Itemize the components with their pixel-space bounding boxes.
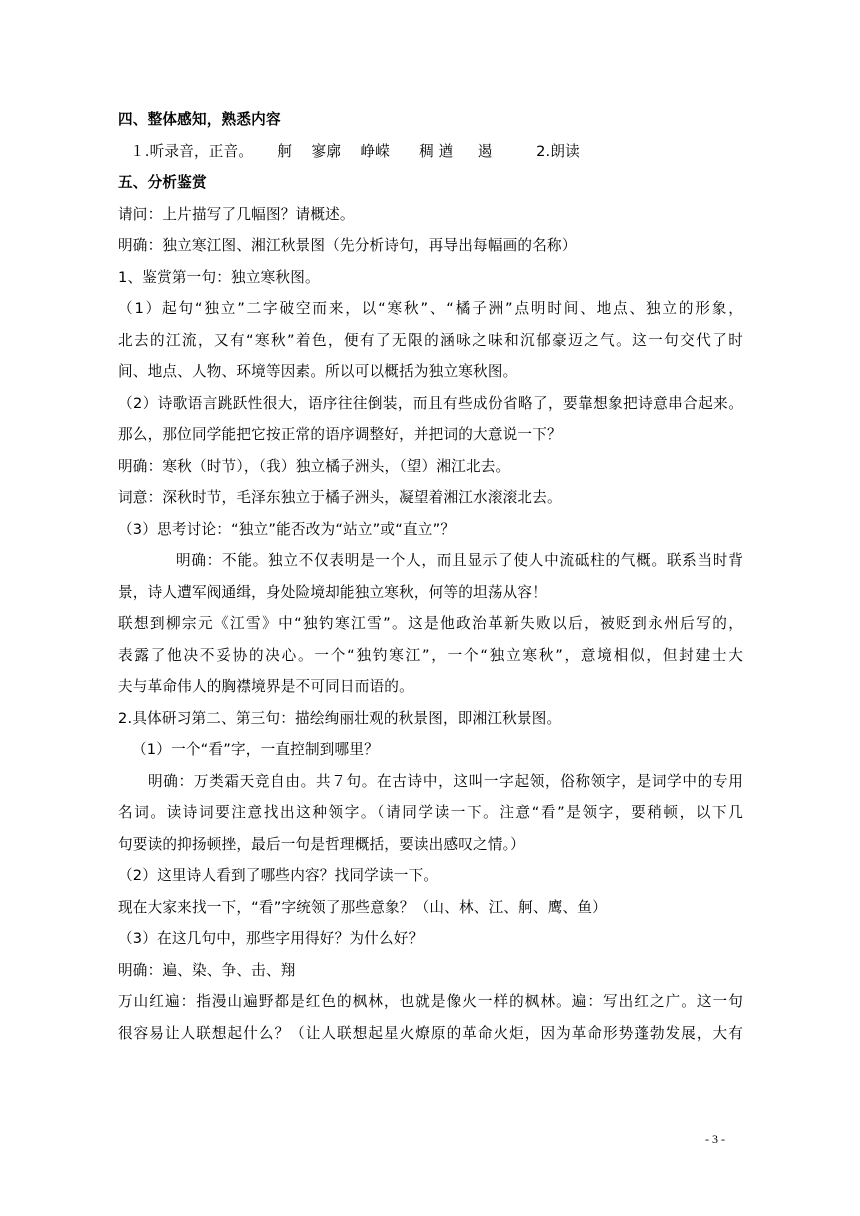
paragraph (118, 551, 743, 602)
text-line: 明确：独立寒江图、湘江秋景图（先分析诗句，再导出每幅画的名称） (118, 237, 577, 254)
paragraph-line: 很容易让人联想起什么？（让人联想起星火燎原的革命火炬，因为革命形势蓬勃发展，大有 (118, 1024, 743, 1042)
text-line: 明确：遍、染、争、击、翔 (118, 961, 296, 979)
text-line: （2）这里诗人看到了哪些内容？找同学读一下。 (118, 867, 439, 884)
paragraph-line: （1）起句“独立”二字破空而来，以“寒秋”、“橘子洲”点明时间、地点、独立的形象， (118, 300, 743, 317)
paragraph-line: 北去的江流，又有“寒秋”着色，便有了无限的涵咏之味和沉郁豪迈之气。这一句交代了时 (118, 331, 743, 349)
text-line: 2.具体研习第二、第三句：描绘绚丽壮观的秋景图，即湘江秋景图。 (118, 709, 562, 727)
text-line: １.听录音，正音。 舸 寥廓 峥嵘 稠 遒 遏 2.朗读 (130, 142, 580, 160)
paragraph-line: 名词。读诗词要注意找出这种领字。（请同学读一下。注意“看”是领字，要稍顿，以下几 (118, 804, 743, 821)
paragraph (118, 394, 743, 445)
paragraph-line: 那么，那位同学能把它按正常的语序调整好，并把词的大意说一下？ (118, 426, 562, 443)
paragraph-line: 句要读的抑扬顿挫，最后一句是哲理概括，要读出感叹之情。） (118, 835, 525, 853)
text-line: （3）思考讨论：“独立”能否改为“站立”或“直立”？ (118, 520, 456, 538)
paragraph (118, 614, 743, 696)
text-line: 现在大家来找一下，“看”字统领了那些意象？（山、林、江、舸、鹰、鱼） (118, 898, 607, 916)
text-line: 1、鉴赏第一句：独立寒秋图。 (118, 268, 320, 286)
paragraph-line: 万山红遍：指漫山遍野都是红色的枫林，也就是像火一样的枫林。遍：写出红之广。这一句 (118, 993, 743, 1010)
paragraph-line: 间、地点、人物、环境等因素。所以可以概括为独立寒秋图。 (118, 363, 518, 380)
paragraph (118, 772, 743, 854)
paragraph-line: 夫与革命伟人的胸襟境界是不可同日而语的。 (118, 678, 414, 695)
section-heading-5: 五、分析鉴赏 (118, 174, 207, 191)
paragraph-line: 景，诗人遭军阀通缉，身处险境却能独立寒秋，何等的坦荡从容！ (118, 583, 548, 601)
paragraph-line: 联想到柳宗元《江雪》中“独钓寒江雪”。这是他政治革新失败以后，被贬到永州后写的， (118, 615, 743, 632)
paragraph-line: 明确：万类霜天竞自由。共７句。在古诗中，这叫一字起领，俗称领字，是词学中的专用 (148, 772, 743, 790)
paragraph (118, 299, 743, 381)
text-line: （3）在这几句中，那些字用得好？为什么好？ (118, 930, 424, 947)
text-line: 明确：寒秋（时节），（我）独立橘子洲头，（望）湘江北去。 (118, 457, 511, 475)
paragraph (118, 992, 743, 1043)
document-body (118, 110, 743, 1055)
paragraph-line: （2）诗歌语言跳跃性很大，语序往往倒装，而且有些成份省略了，要靠想象把诗意串合起来。 (118, 394, 743, 412)
text-line: 词意：深秋时节，毛泽东独立于橘子洲头，凝望着湘江水滚滚北去。 (118, 489, 562, 506)
text-line: （1）一个“看”字，一直控制到哪里？ (132, 741, 379, 758)
paragraph-line: 表露了他决不妥协的决心。一个“独钓寒江”，一个“独立寒秋”，意境相似，但封建士大 (118, 646, 743, 664)
paragraph-line: 明确：不能。独立不仅表明是一个人，而且显示了使人中流砥柱的气概。联系当时背 (176, 552, 743, 569)
text-line: 请问：上片描写了几幅图？请概述。 (118, 205, 355, 223)
section-heading-4: 四、整体感知，熟悉内容 (118, 111, 281, 128)
page-number: - 3 - (705, 1132, 725, 1146)
